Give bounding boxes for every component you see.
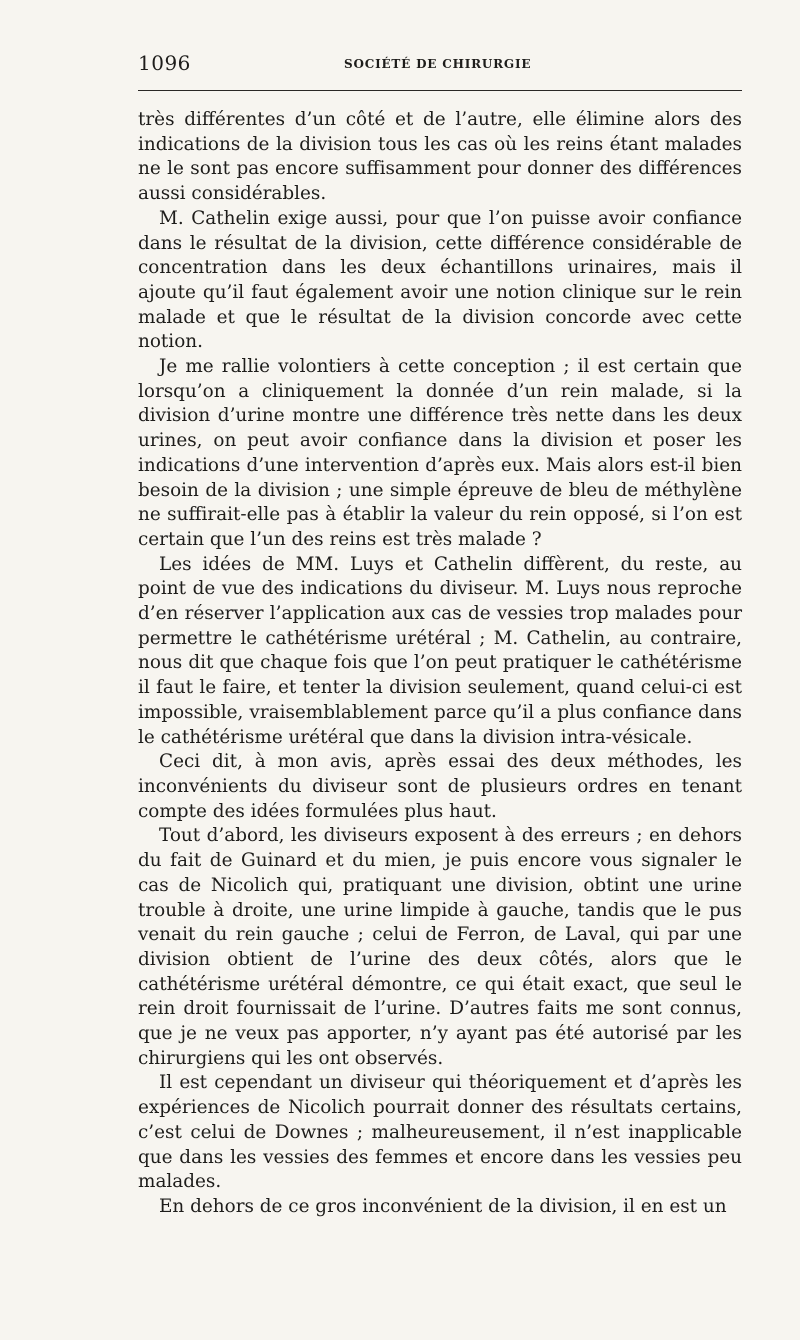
page-number: 1096 <box>138 51 191 75</box>
body-text <box>138 108 742 1220</box>
paragraph-avis: Ceci dit, à mon avis, après essai des deux méthodes, les inconvénients du diviseur sont de plusieurs ordres en tenant compte des idées formulées plus haut. <box>138 751 742 822</box>
running-head: SOCIÉTÉ DE CHIRURGIE <box>344 57 532 71</box>
paragraph-final: En dehors de ce gros inconvénient de la division, il en est un <box>159 1195 727 1217</box>
page-header <box>138 52 742 84</box>
paragraph-erreurs: Tout d’abord, les diviseurs exposent à des erreurs ; en dehors du fait de Guinard et du mien, je puis encore vous signaler le cas de Nicolich qui, pratiquant une division, obtint une urine trouble à droite, une urine limpide à gauche, tandis que le pus venait du rein gauche ; celui de Ferron, de Laval, qui par une division obtient de l’urine des deux côtés, alors que le cathétérisme urétéral démontre, ce qui était exact, que seul le rein droit fournissait de l’urine. D’autres faits me sont connus, que je ne veux pas apporter, n’y ayant pas été autorisé par les chirurgiens qui les ont observés. <box>138 825 742 1069</box>
paragraph-cathelin: M. Cathelin exige aussi, pour que l’on puisse avoir confiance dans le résultat de la division, cette différence considérable de concentration dans les deux échantillons urinaires, mais il ajoute qu’il faut également avoir une notion clinique sur le rein malade et que le résultat de la division concorde avec cette notion. <box>138 207 742 353</box>
paragraph-rallie: Je me rallie volontiers à cette conception ; il est certain que lorsqu’on a cliniquement la donnée d’un rein malade, si la division d’urine montre une différence très nette dans les deux urines, on peut avoir confiance dans la division et poser les indications d’une intervention d’après eux. Mais alors est-il bien besoin de la division ; une simple épreuve de bleu de méthylène ne suffirait-elle pas à établir la valeur du rein opposé, si l’on est certain que l’un des reins est très malade ? <box>138 356 742 550</box>
paragraph-downes: Il est cependant un diviseur qui théoriquement et d’après les expériences de Nicolich pourrait donner des résultats certains, c’est celui de Downes ; malheureusement, il n’est inapplicable que dans les vessies des femmes et encore dans les vessies peu malades. <box>138 1072 742 1193</box>
paragraph-continuation: très différentes d’un côté et de l’autre, elle élimine alors des indications de la division tous les cas où les reins étant malades ne le sont pas encore suffisamment pour donner des différences aussi considérables. <box>138 109 742 205</box>
header-rule <box>138 90 742 91</box>
paragraph-luys-cathelin: Les idées de MM. Luys et Cathelin diffèrent, du reste, au point de vue des indications du diviseur. M. Luys nous reproche d’en réserver l’application aux cas de vessies trop malades pour permettre le cathétérisme urétéral ; M. Cathelin, au contraire, nous dit que chaque fois que l’on peut pratiquer le cathétérisme il faut le faire, et tenter la division seulement, quand celui-ci est impossible, vraisemblablement parce qu’il a plus confiance dans le cathétérisme urétéral que dans la division intra-vésicale. <box>138 553 742 748</box>
